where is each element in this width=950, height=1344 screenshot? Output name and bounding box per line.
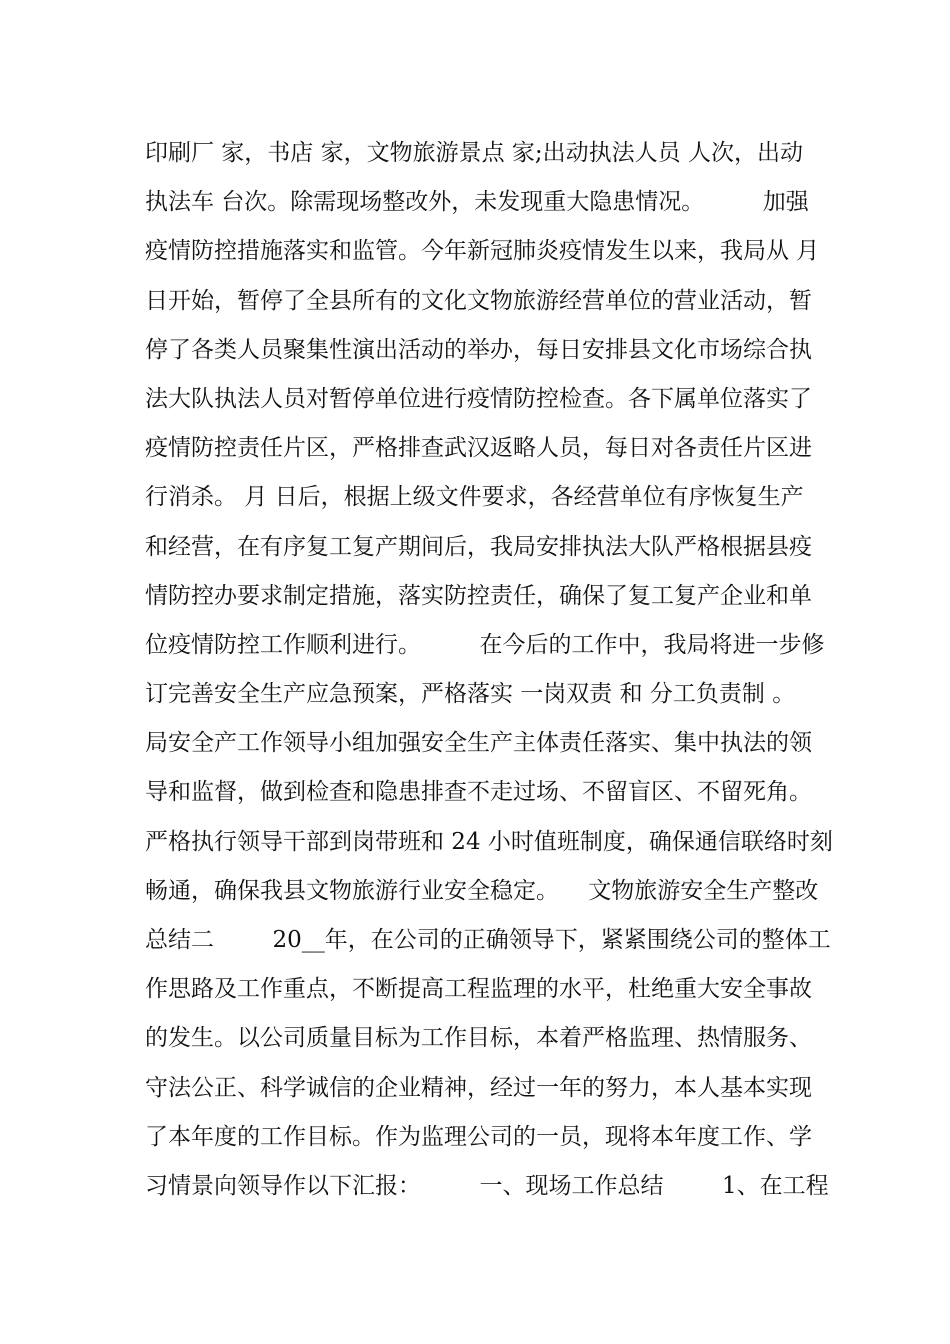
text-line-2: 执法车 台次。除需现场整改外，未发现重大隐患情况。 加强 bbox=[145, 189, 809, 216]
text-line-20: 守法公正、科学诚信的企业精神，经过一年的努力，本人基本实现 bbox=[145, 1074, 812, 1101]
text-line-15: 严格执行领导干部到岗带班和 24 小时值班制度，确保通信联络时刻 bbox=[145, 828, 833, 855]
text-line-14: 导和监督，做到检查和隐患排查不走过场、不留盲区、不留死角。 bbox=[145, 779, 812, 806]
text-line-12: 订完善安全生产应急预案，严格落实 一岗双责 和 分工负责制 。 bbox=[145, 681, 796, 708]
text-line-6: 法大队执法人员对暂停单位进行疫情防控检查。各下属单位落实了 bbox=[145, 385, 812, 412]
text-line-5: 停了各类人员聚集性演出活动的举办，每日安排县文化市场综合执 bbox=[145, 336, 812, 363]
text-line-4: 日开始，暂停了全县所有的文化文物旅游经营单位的营业活动，暂 bbox=[145, 287, 812, 314]
text-line-16: 畅通，确保我县文物旅游行业安全稳定。 文物旅游安全生产整改 bbox=[145, 877, 819, 904]
text-line-10: 情防控办要求制定措施，落实防控责任，确保了复工复产企业和单 bbox=[145, 582, 812, 609]
text-line-1: 印刷厂 家，书店 家，文物旅游景点 家;出动执法人员 人次，出动 bbox=[145, 140, 803, 166]
body-text bbox=[145, 133, 833, 1215]
text-line-7: 疫情防控责任片区，严格排查武汉返略人员，每日对各责任片区进 bbox=[145, 435, 812, 462]
text-line-13: 局安全产工作领导小组加强安全生产主体责任落实、集中执法的领 bbox=[145, 730, 812, 757]
text-line-9: 和经营，在有序复工复产期间后，我局安排执法大队严格根据县疫 bbox=[145, 533, 812, 560]
text-line-22: 习情景向领导作以下汇报： 一、现场工作总结 1、在工程 bbox=[145, 1172, 829, 1199]
text-line-18: 作思路及工作重点，不断提高工程监理的水平，杜绝重大安全事故 bbox=[145, 976, 812, 1003]
text-line-19: 的发生。以公司质量目标为工作目标，本着严格监理、热情服务、 bbox=[145, 1025, 812, 1052]
text-line-17: 总结二 20__年，在公司的正确领导下，紧紧围绕公司的整体工 bbox=[145, 927, 831, 953]
text-line-21: 了本年度的工作目标。作为监理公司的一员，现将本年度工作、学 bbox=[145, 1123, 812, 1150]
text-line-3: 疫情防控措施落实和监管。今年新冠肺炎疫情发生以来，我局从 月 bbox=[145, 238, 820, 265]
text-line-8: 行消杀。 月 日后，根据上级文件要求，各经营单位有序恢复生产 bbox=[145, 484, 804, 511]
text-line-11: 位疫情防控工作顺利进行。 在今后的工作中，我局将进一步修 bbox=[145, 631, 825, 658]
